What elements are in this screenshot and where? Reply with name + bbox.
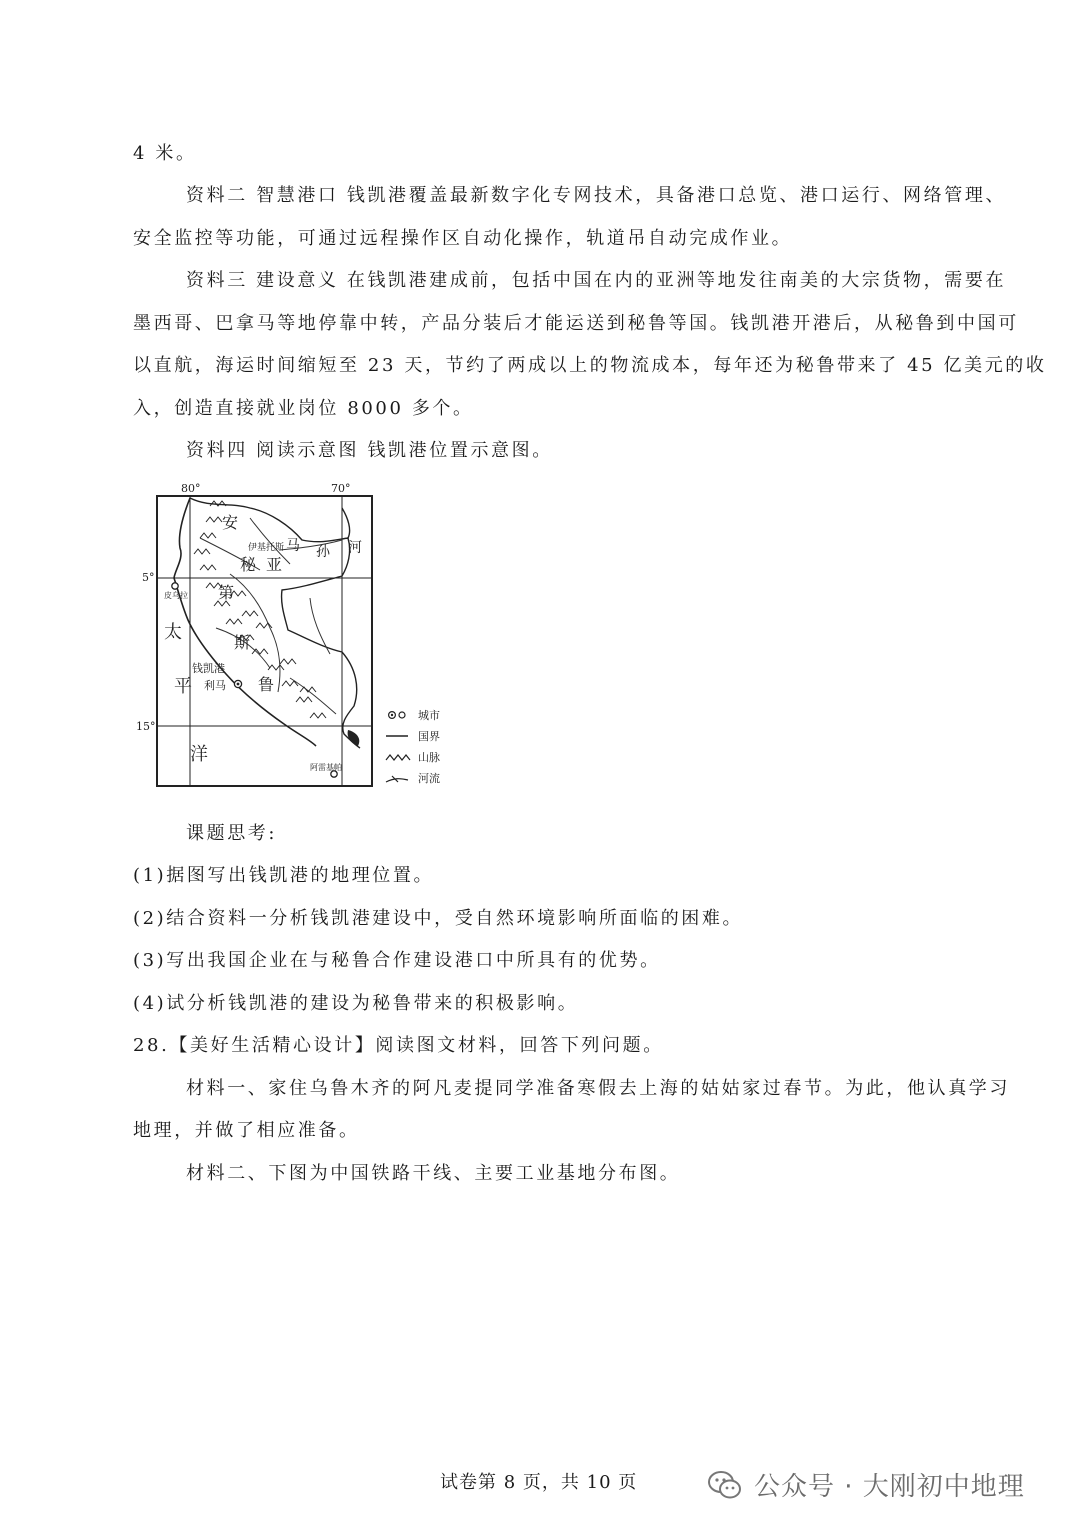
map-label: 太 [164,622,182,643]
city-marker [172,583,178,589]
map-label: 第 [218,583,235,602]
city-label: 阿雷基帕 [310,763,342,772]
city-label: 伊基托斯 [248,543,285,553]
map-label: 斯 [234,633,251,652]
text-line: 安全监控等功能，可通过远程操作区自动化操作，轨道吊自动完成作业。 [133,228,793,249]
text-line: 墨西哥、巴拿马等地停靠中转，产品分装后才能运送到秘鲁等国。钱凯港开港后，从秘鲁到中国可 [133,313,1019,334]
watermark [708,1466,1025,1503]
map-label: 亚 [266,555,283,574]
map-legend [386,709,440,785]
lat-label: 15° [136,720,156,733]
text-line: 材料一、家住乌鲁木齐的阿凡麦提同学准备寒假去上海的姑姑家过春节。为此，他认真学习 [186,1078,1010,1099]
legend-label: 城市 [418,709,440,722]
lon-label: 70° [331,482,351,495]
question: (1)据图写出钱凯港的地理位置。 [133,865,435,886]
national-border [342,508,350,538]
watermark-text: 公众号 · 大刚初中地理 [754,1472,1025,1502]
map-label: 安 [222,513,239,532]
national-border [190,498,360,748]
text-line: 资料四 阅读示意图 钱凯港位置示意图。 [186,440,553,461]
qiankai-port-map [130,478,450,798]
lon-label: 80° [181,482,201,495]
map-label: 马 [286,538,300,554]
text-line: 资料三 建设意义 在钱凯港建成前，包括中国在内的亚洲等地发往南美的大宗货物，需要在 [186,270,1007,291]
questions-heading: 课题思考: [186,823,278,844]
text-line: 4 米。 [133,143,197,164]
question: (4)试分析钱凯港的建设为秘鲁带来的积极影响。 [133,993,579,1014]
city-label: 利马 [204,679,226,692]
city-label: 皮乌拉 [164,591,188,600]
text-line: 资料二 智慧港口 钱凯港覆盖最新数字化专网技术，具备港口总览、港口运行、网络管理、 [186,185,1007,206]
wechat-icon [708,1470,742,1500]
map-label: 河 [348,540,362,556]
lat-label: 5° [142,571,155,584]
city-marker [237,683,240,686]
lake-titicaca [348,730,360,746]
legend-label: 国界 [418,730,440,743]
text-line: 地理，并做了相应准备。 [133,1120,360,1141]
question: (2)结合资料一分析钱凯港建设中，受自然环境影响所面临的困难。 [133,908,744,929]
question-28-title: 28.【美好生活精心设计】阅读图文材料，回答下列问题。 [133,1035,664,1056]
legend-label: 河流 [418,772,440,785]
city-label: 钱凯港 [192,662,225,675]
map-label: 秘 [240,555,257,574]
page-footer: 试卷第 8 页，共 10 页 [440,1472,638,1493]
map-label: 洋 [190,744,208,765]
text-line: 入，创造直接就业岗位 8000 多个。 [133,398,474,419]
map-label: 平 [174,676,192,697]
text-line: 以直航，海运时间缩短至 23 天，节约了两成以上的物流成本，每年还为秘鲁带来了 45 亿美元的收 [133,355,1047,376]
map-label: 鲁 [258,675,275,694]
text-line: 材料二、下图为中国铁路干线、主要工业基地分布图。 [186,1163,681,1184]
map-label: 孙 [316,544,330,560]
question: (3)写出我国企业在与秘鲁合作建设港口中所具有的优势。 [133,950,661,971]
coastline [174,498,316,746]
legend-label: 山脉 [418,751,440,764]
